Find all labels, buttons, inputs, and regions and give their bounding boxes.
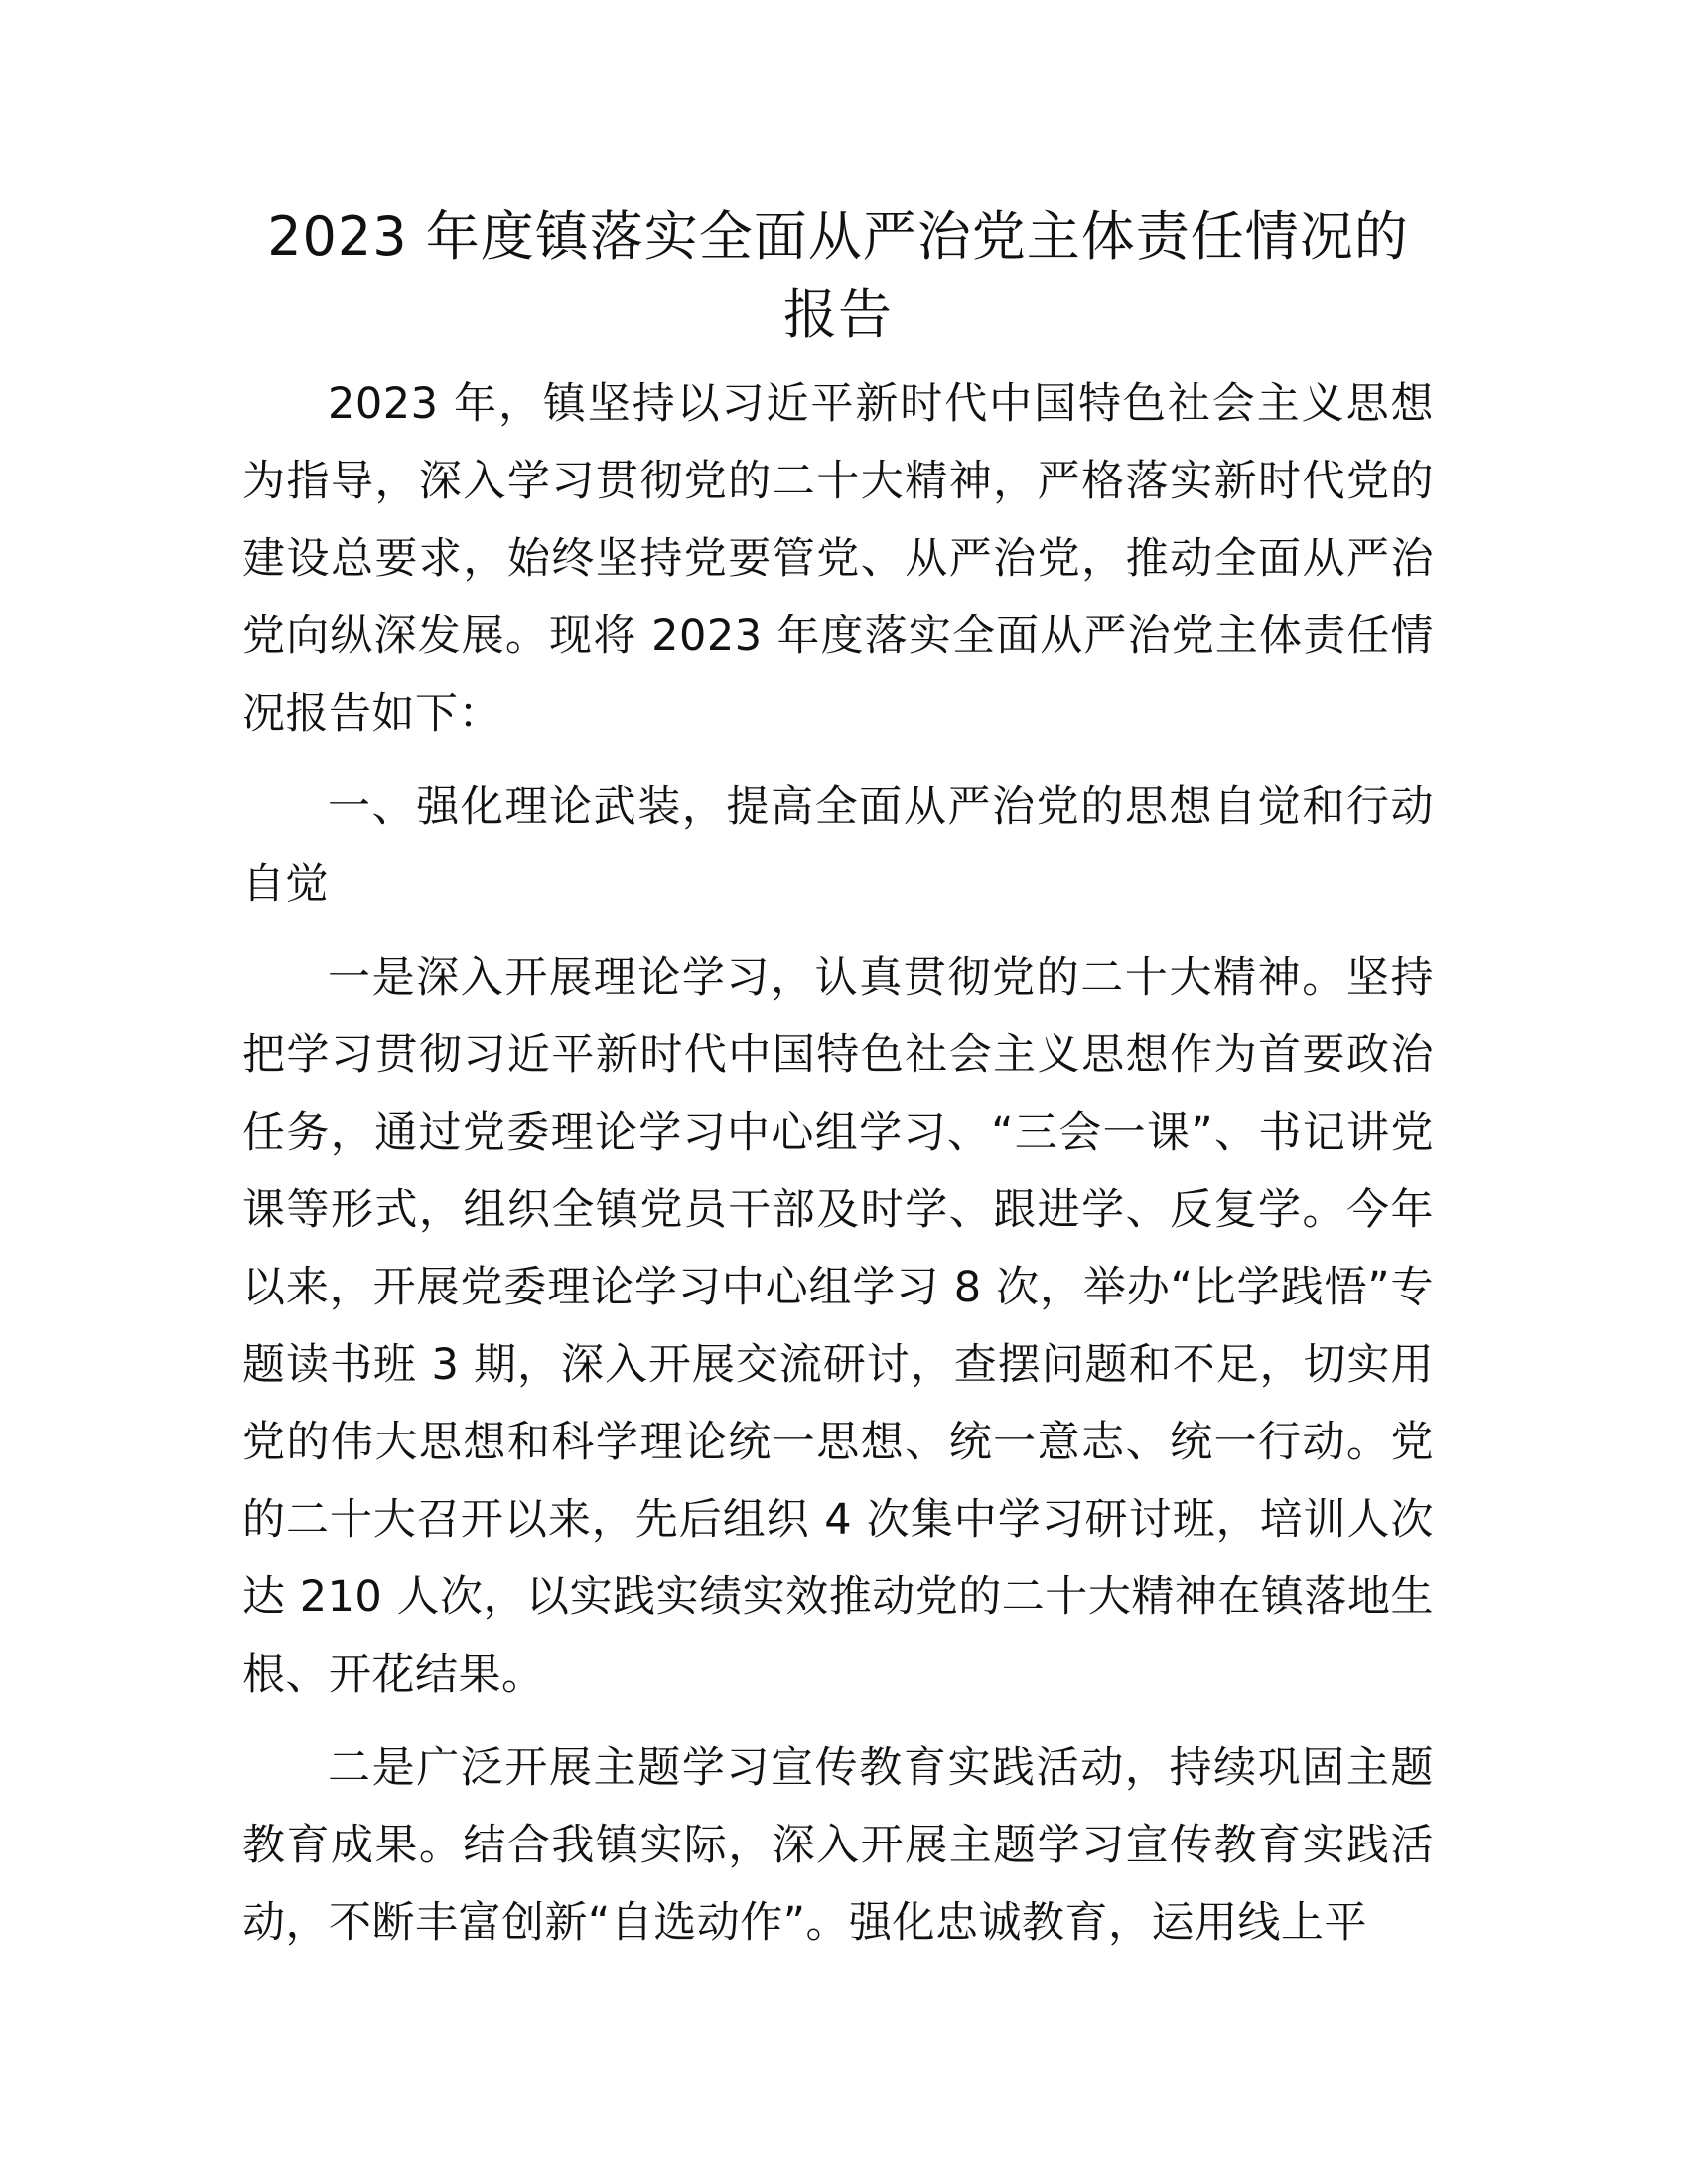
body-paragraph-2: 二是广泛开展主题学习宣传教育实践活动，持续巩固主题教育成果。结合我镇实际，深入开展主题学习宣传教育实践活动，不断丰富创新“自选动作”。强化忠诚教育，运用线上平 [242, 1743, 1434, 1948]
body-paragraph-1: 一是深入开展理论学习，认真贯彻党的二十大精神。坚持把学习贯彻习近平新时代中国特色社会主义思想作为首要政治任务，通过党委理论学习中心组学习、“三会一课”、书记讲党课等形式，组织全镇党员干部及时学、跟进学、反复学。今年以来，开展党委理论学习中心组学习 8 次，举办“比学践悟”专题读书班 3 期，深入开展交流研讨，查摆问题和不足，切实用党的伟大思想和科学理论统一思想、统一意志、统一行动。党的二十大召开以来，先后组织 4 次集中学习研讨班，培训人次达 210 人次，以实践实绩实效推动党的二十大精神在镇落地生根、开花结果。 [242, 953, 1434, 1700]
section-heading-1: 一、强化理论武装，提高全面从严治党的思想自觉和行动自觉 [242, 782, 1434, 909]
document-body [242, 199, 1434, 1962]
document-title: 2023 年度镇落实全面从严治党主体责任情况的报告 [267, 205, 1409, 345]
intro-paragraph: 2023 年，镇坚持以习近平新时代中国特色社会主义思想为指导，深入学习贯彻党的二十大精神，严格落实新时代党的建设总要求，始终坚持党要管党、从严治党，推动全面从严治党向纵深发展。现将 2023 年度落实全面从严治党主体责任情况报告如下： [242, 379, 1434, 739]
